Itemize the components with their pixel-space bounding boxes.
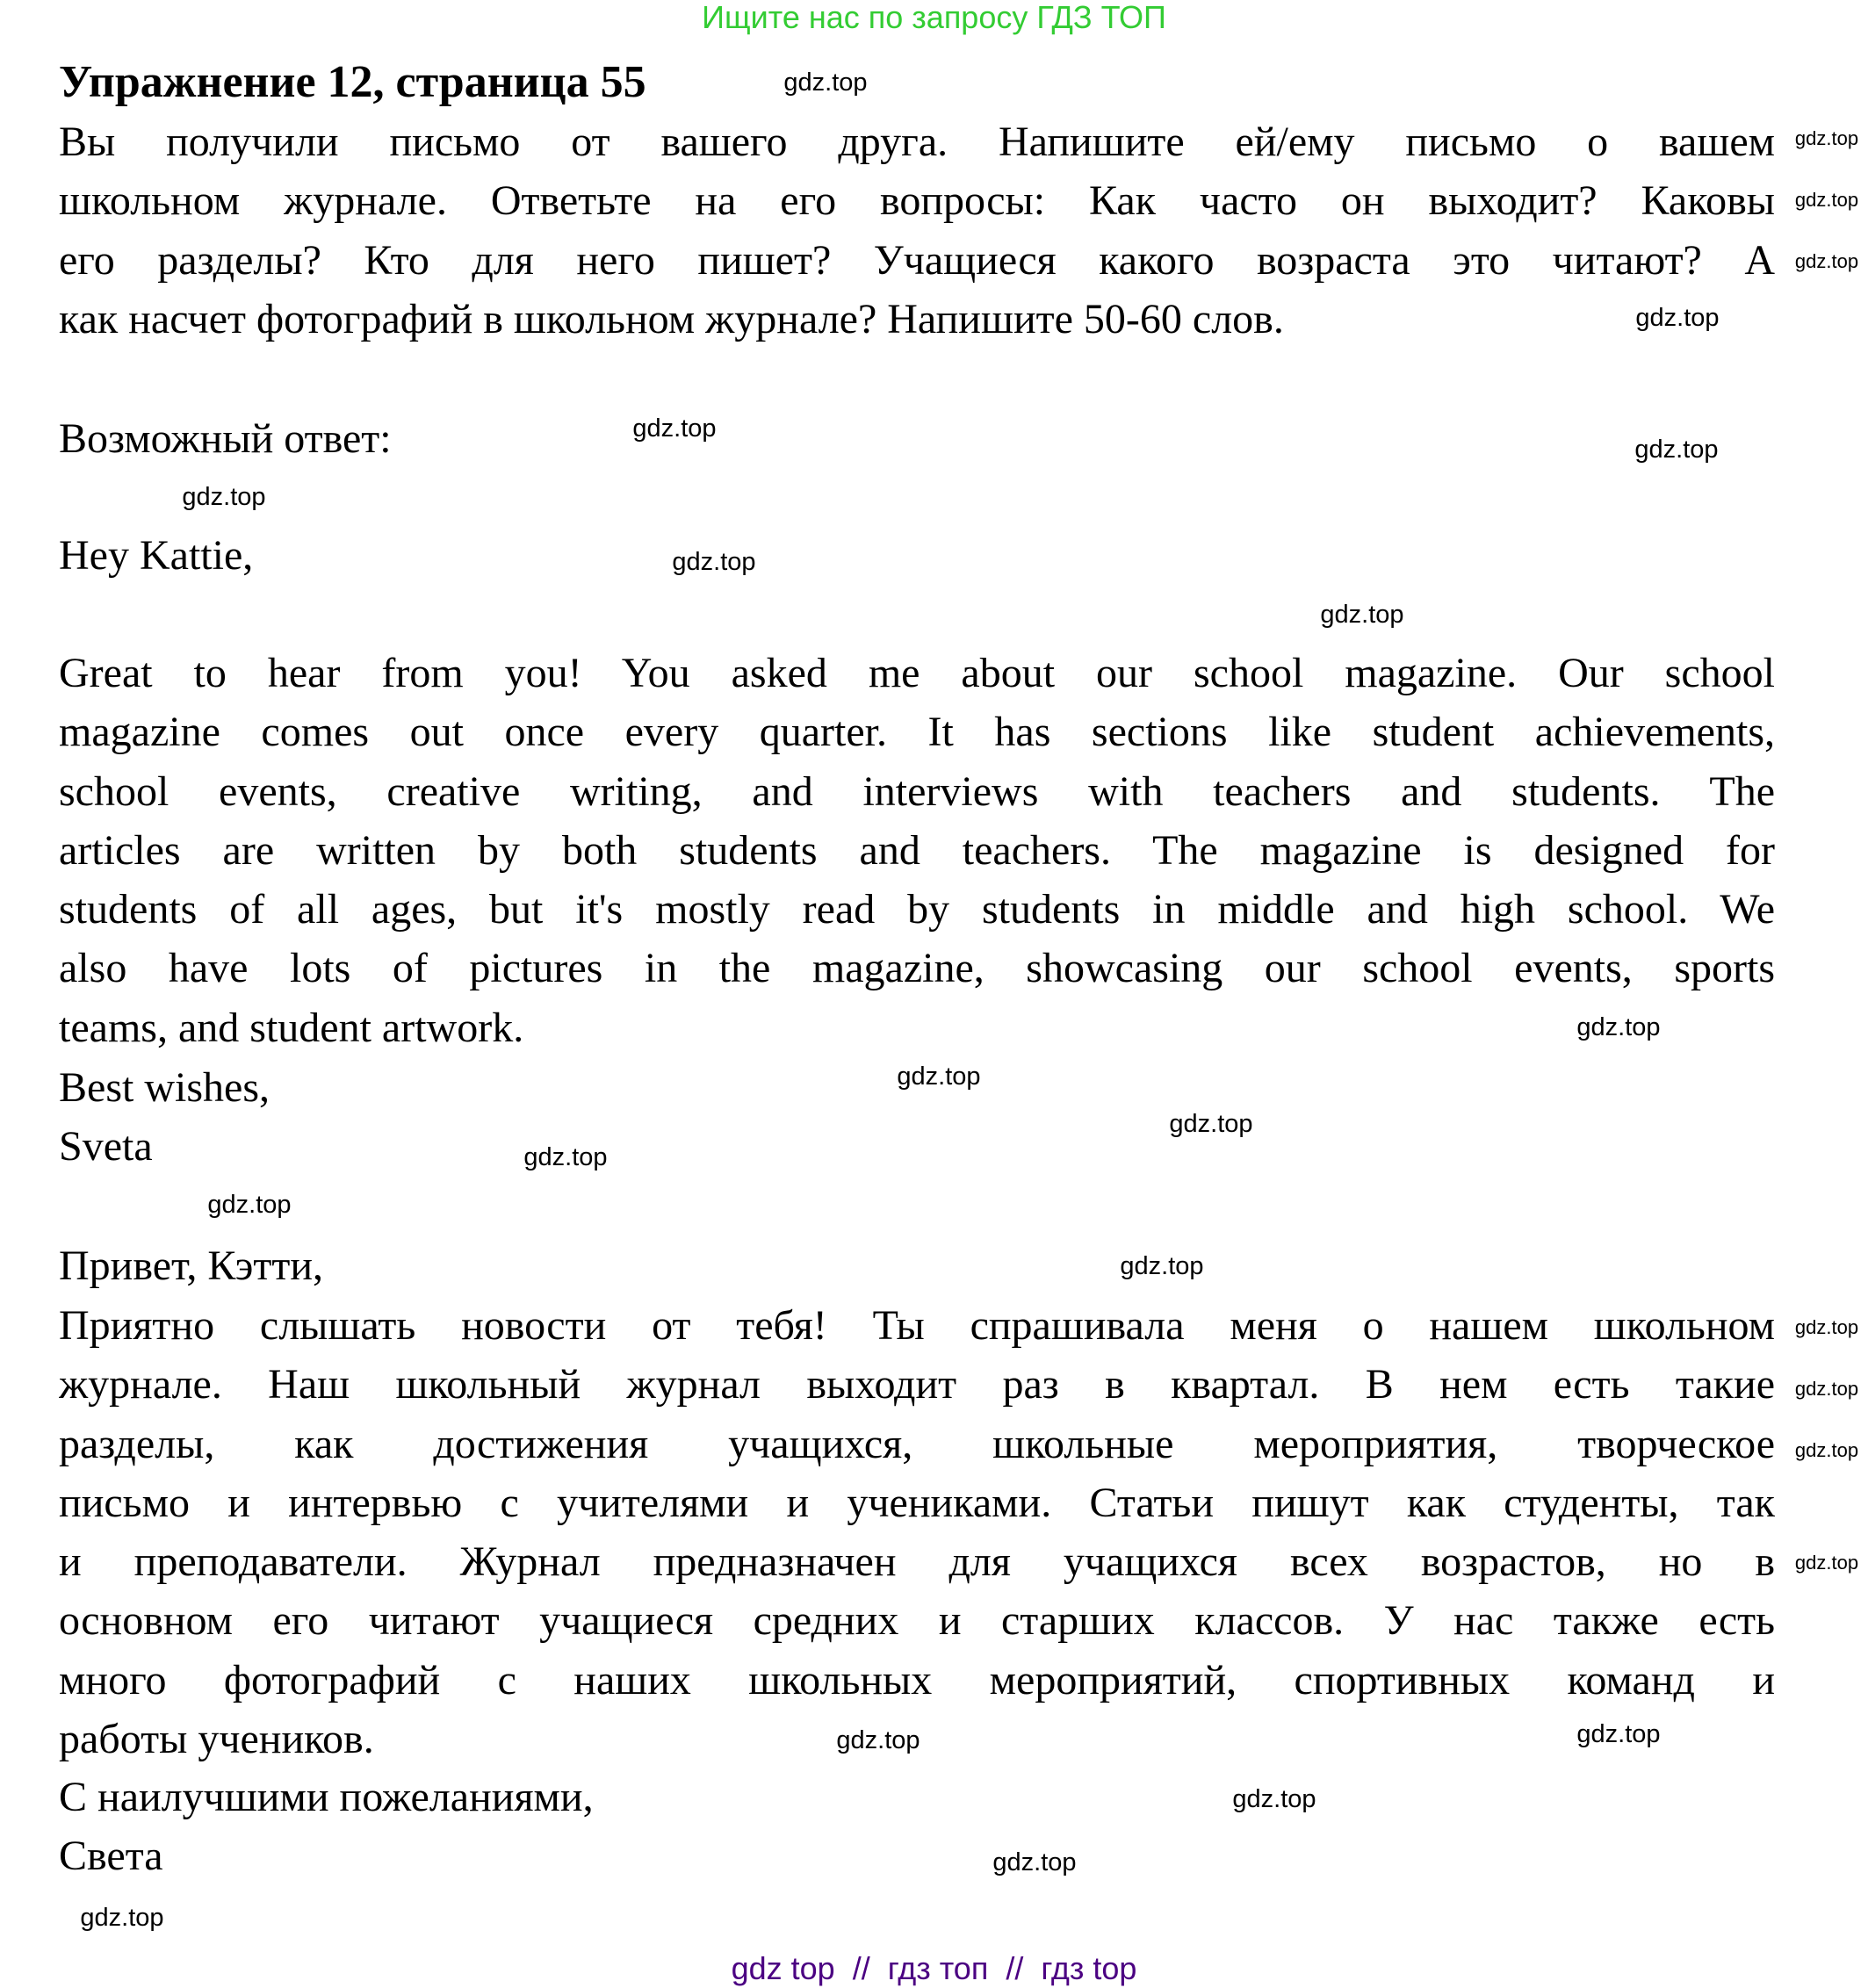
watermark: gdz.top (672, 548, 756, 576)
answer-label: Возможный ответ: (59, 415, 392, 462)
english-line: school events, creative writing, and interviews with teachers and students. The (59, 767, 1775, 815)
watermark: gdz.top (1635, 304, 1720, 332)
english-line: Great to hear from you! You asked me about our school magazine. Our school (59, 650, 1775, 696)
english-greeting: Hey Kattie, (59, 532, 254, 579)
russian-line: письмо и интервью с учителями и учениками. Статьи пишут как студенты, так (59, 1479, 1775, 1526)
watermark: gdz.top (836, 1726, 920, 1754)
russian-body (59, 1296, 1775, 1768)
english-signature: Sveta (59, 1123, 153, 1170)
watermark: gdz.top (1232, 1785, 1316, 1813)
task-line: его разделы? Кто для него пишет? Учащиеся какого возраста это читают? А (59, 236, 1775, 284)
watermark: gdz.top (1794, 1439, 1859, 1461)
watermark: gdz.top (1169, 1110, 1253, 1138)
watermark: gdz.top (523, 1143, 608, 1171)
russian-greeting: Привет, Кэтти, (59, 1242, 324, 1289)
watermark: gdz.top (1794, 250, 1859, 272)
watermark: gdz.top (1794, 189, 1859, 211)
watermark: gdz.top (632, 414, 717, 443)
watermark: gdz.top (1576, 1720, 1661, 1748)
task-text (59, 112, 1775, 349)
watermark: gdz.top (897, 1062, 981, 1091)
watermark: gdz.top (783, 68, 868, 97)
russian-line: Приятно слышать новости от тебя! Ты спрашивала меня о нашем школьном (59, 1302, 1775, 1349)
russian-line: основном его читают учащиеся средних и старших классов. У нас также есть (59, 1597, 1775, 1645)
russian-line: журнале. Наш школьный журнал выходит раз в квартал. В нем есть такие (59, 1361, 1775, 1408)
watermark: gdz.top (1576, 1013, 1661, 1041)
english-line: teams, and student artwork. (59, 1004, 524, 1051)
task-line: школьном журнале. Ответьте на его вопросы: Как часто он выходит? Каковы (59, 177, 1775, 225)
watermark: gdz.top (1794, 1316, 1859, 1338)
english-line: also have lots of pictures in the magazine, showcasing our school events, sports (59, 945, 1775, 992)
watermark: gdz.top (182, 483, 266, 511)
russian-closing: С наилучшими пожеланиями, (59, 1774, 594, 1820)
english-line: magazine comes out once every quarter. It has sections like student achievements, (59, 709, 1775, 756)
english-line: articles are written by both students and teachers. The magazine is designed for (59, 826, 1775, 874)
english-line: students of all ages, but it's mostly read by students in middle and high school. We (59, 886, 1775, 933)
russian-line: разделы, как достижения учащихся, школьные мероприятия, творческое (59, 1420, 1775, 1467)
russian-signature: Света (59, 1833, 163, 1879)
task-line: Вы получили письмо от вашего друга. Напишите ей/ему письмо о вашем (59, 119, 1775, 165)
russian-line: и преподаватели. Журнал предназначен для учащихся всех возрастов, но в (59, 1538, 1775, 1586)
page-title: Упражнение 12, страница 55 (59, 57, 646, 107)
task-line: как насчет фотографий в школьном журнале? Напишите 50-60 слов. (59, 295, 1284, 342)
watermark: gdz.top (1794, 127, 1859, 149)
watermark: gdz.top (1320, 601, 1404, 629)
english-body (59, 644, 1775, 1057)
footer-links[interactable]: gdz top // гдз топ // гдз top (731, 1950, 1137, 1986)
watermark: gdz.top (1794, 1378, 1859, 1400)
watermark: gdz.top (1794, 1552, 1859, 1574)
russian-line: работы учеников. (59, 1716, 374, 1763)
search-banner: Ищите нас по запросу ГДЗ ТОП (702, 0, 1166, 35)
russian-line: много фотографий с наших школьных мероприятий, спортивных команд и (59, 1656, 1775, 1703)
english-closing: Best wishes, (59, 1064, 270, 1111)
watermark: gdz.top (207, 1191, 292, 1219)
watermark: gdz.top (1120, 1252, 1204, 1280)
watermark: gdz.top (992, 1848, 1077, 1876)
watermark: gdz.top (1634, 436, 1719, 464)
watermark: gdz.top (80, 1904, 164, 1932)
